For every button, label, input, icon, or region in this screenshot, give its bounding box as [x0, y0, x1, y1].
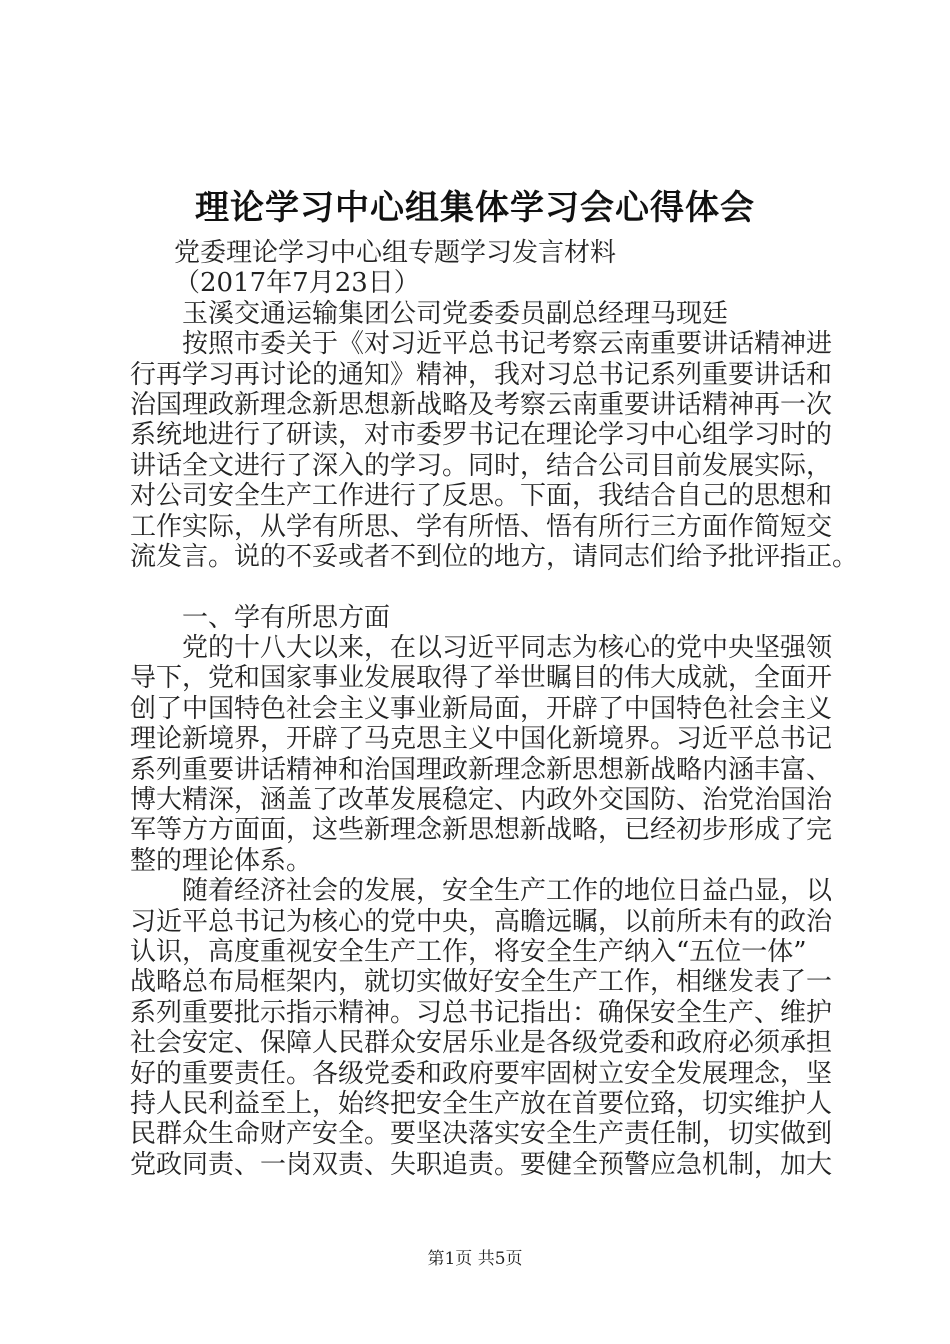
- paragraph-line: 理论新境界，开辟了马克思主义中国化新境界。习近平总书记: [130, 724, 833, 755]
- paragraph-line: 随着经济社会的发展，安全生产工作的地位日益凸显，以: [182, 876, 833, 907]
- paragraph-line: 军等方方面面，这些新理念新思想新战略，已经初步形成了完: [130, 815, 833, 846]
- paragraph-line: 认识，高度重视安全生产工作，将安全生产纳入“五位一体”: [130, 936, 807, 967]
- paragraph-line: 习近平总书记为核心的党中央，高瞻远瞩，以前所未有的政治: [130, 906, 833, 937]
- document-body: [130, 238, 859, 1180]
- paragraph-line: 整的理论体系。: [130, 845, 313, 876]
- paragraph-line: 讲话全文进行了深入的学习。同时，结合公司目前发展实际，: [130, 450, 833, 481]
- section-heading: 一、学有所思方面: [182, 602, 391, 633]
- paragraph-line: 行再学习再讨论的通知》精神，我对习总书记系列重要讲话和: [130, 359, 833, 390]
- paragraph-line: 治国理政新理念新思想新战略及考察云南重要讲话精神再一次: [130, 389, 833, 420]
- paragraph-line: 系列重要批示指示精神。习总书记指出：确保安全生产、维护: [130, 997, 833, 1028]
- paragraph-line: 工作实际，从学有所思、学有所悟、悟有所行三方面作简短交: [130, 511, 833, 542]
- paragraph-line: 战略总布局框架内，就切实做好安全生产工作，相继发表了一: [130, 967, 833, 998]
- paragraph-line: 持人民利益至上，始终把安全生产放在首要位臵，切实维护人: [130, 1088, 833, 1119]
- paragraph-line: 好的重要责任。各级党委和政府要牢固树立安全发展理念，坚: [130, 1058, 833, 1089]
- paragraph-line: 导下，党和国家事业发展取得了举世瞩目的伟大成就，全面开: [130, 663, 833, 694]
- paragraph-line: 对公司安全生产工作进行了反思。下面，我结合自己的思想和: [130, 481, 833, 512]
- page-number: 第1页 共5页: [427, 1249, 523, 1269]
- date-line: （2017年7月23日）: [174, 268, 420, 299]
- paragraph-line: 博大精深，涵盖了改革发展稳定、内政外交国防、治党治国治: [130, 785, 833, 816]
- document-title: 理论学习中心组集体学习会心得体会: [195, 188, 755, 228]
- paragraph-line: 流发言。说的不妥或者不到位的地方，请同志们给予批评指正。: [130, 541, 859, 572]
- paragraph-line: 党的十八大以来，在以习近平同志为核心的党中央坚强领: [182, 633, 833, 664]
- paragraph-line: 系列重要讲话精神和治国理政新理念新思想新战略内涵丰富、: [130, 754, 833, 785]
- paragraph-line: 民群众生命财产安全。要坚决落实安全生产责任制，切实做到: [130, 1119, 833, 1150]
- paragraph-line: 社会安定、保障人民群众安居乐业是各级党委和政府必须承担: [130, 1028, 833, 1059]
- paragraph-gap: [130, 572, 830, 602]
- paragraph-line: 系统地进行了研读，对市委罗书记在理论学习中心组学习时的: [130, 420, 833, 451]
- paragraph-line: 创了中国特色社会主义事业新局面，开辟了中国特色社会主义: [130, 693, 833, 724]
- paragraph-line: 党政同责、一岗双责、失职追责。要健全预警应急机制，加大: [130, 1149, 833, 1180]
- paragraph-line: 按照市委关于《对习近平总书记考察云南重要讲话精神进: [182, 329, 833, 360]
- author-line: 玉溪交通运输集团公司党委委员副总经理马现廷: [182, 298, 729, 329]
- subtitle-line: 党委理论学习中心组专题学习发言材料: [174, 238, 617, 268]
